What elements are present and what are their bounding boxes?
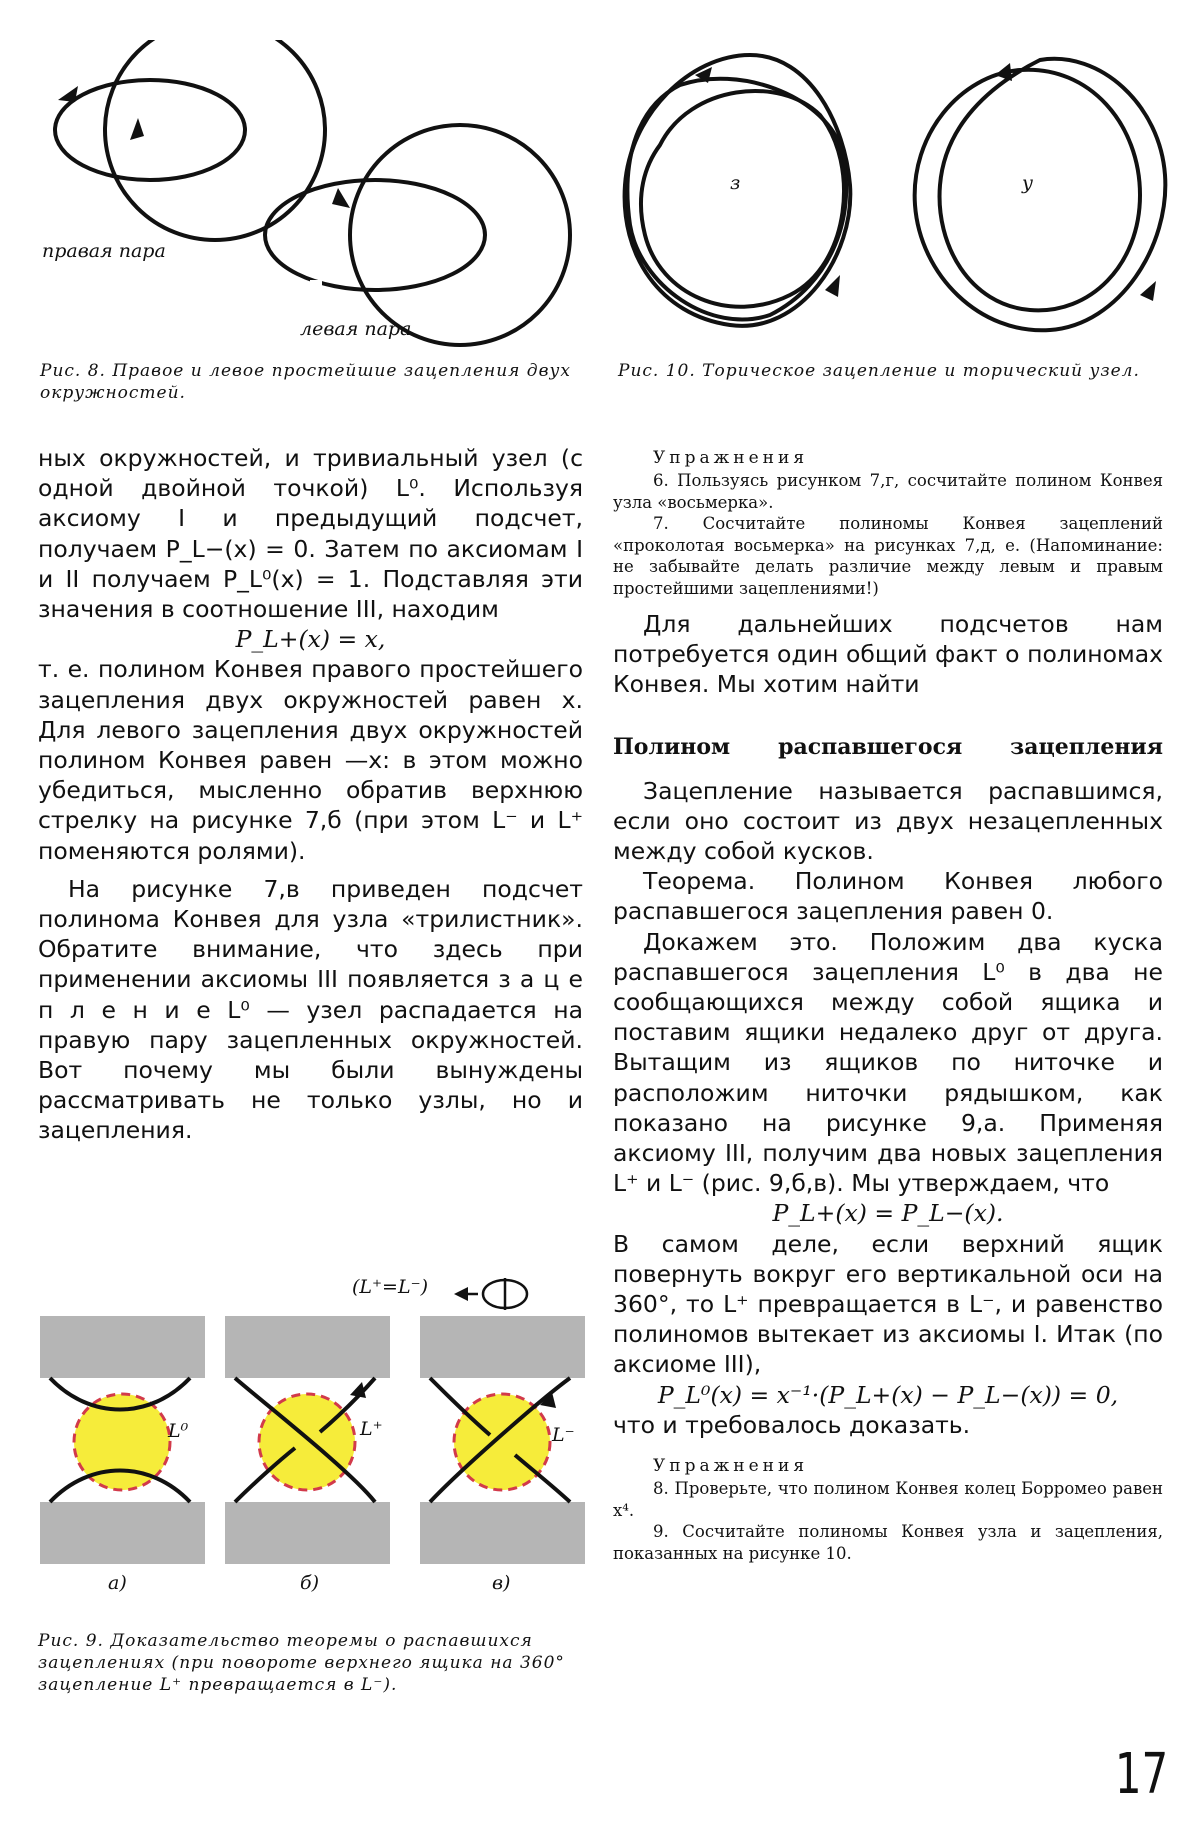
page-number: 17 [1114,1742,1168,1807]
figure-8-diagram [20,40,600,350]
arrow-icon [1140,281,1156,301]
disk-c [454,1394,550,1490]
box-bottom-c [420,1502,585,1564]
arrow-icon [825,275,840,297]
right-pair-circle [105,40,325,240]
paragraph: что и требовалось доказать. [613,1410,971,1439]
exercise-6: 6. Пользуясь рисунком 7,г, сосчитайте полином Конвея узла «восьмерка». [613,471,1163,512]
torus-link-curve-3 [641,91,844,307]
left-pair-circle [350,125,570,345]
arrow-icon [454,1287,468,1301]
right-pair-ellipse [55,80,245,180]
fig9-sub-a: а) [108,1572,127,1594]
arrow-icon [350,1382,366,1398]
fig9-label-a: L⁰ [168,1420,189,1442]
arrow-icon [130,118,144,140]
figure-9-caption: Рис. 9. Доказательство теоремы о распавшихся зацеплениях (при повороте верхнего ящика на 360° зацепление L⁺ превращается в L⁻). [38,1631,565,1695]
exercise-8: 8. Проверьте, что полином Конвея колец Борромео равен x⁴. [613,1479,1163,1520]
theorem: Теорема. Полином Конвея любого распавшегося зацепления равен 0. [613,867,1163,926]
exercise-9: 9. Сосчитайте полиномы Конвея узла и зацепления, показанных на рисунке 10. [613,1522,1163,1563]
paragraph: т. е. полином Конвея правого простейшего зацепления двух окружностей равен x. Для левого зацепления двух окружностей полином Конвея равен —x: в этом можно убедиться, мысленно обратив верхнюю стрелку на рисунке 7,б (при этом L⁻ и L⁺ поменяются ролями). [38,655,583,865]
paragraph: Для дальнейших подсчетов нам потребуется один общий факт о полиномах Конвея. Мы хотим найти [613,610,1163,699]
fig9-label-b: L⁺ [360,1418,383,1440]
figure-10-caption: Рис. 10. Торическое зацепление и торический узел. [618,361,1140,381]
exercises-heading: Упражнения [653,1456,809,1477]
label-torus-knot: у [1022,172,1034,194]
torus-link-curve-2 [627,79,846,320]
paragraph: Зацепление называется распавшимся, если оно состоит из двух незацепленных между собой кусков. [613,776,1163,866]
box-bottom-b [225,1502,390,1564]
formula: P_L⁰(x) = x⁻¹·(P_L+(x) − P_L−(x)) = 0, [657,1380,1119,1409]
exercises-heading: Упражнения [653,448,809,468]
box-bottom-a [40,1502,205,1564]
arrow-icon [58,86,78,102]
paragraph: Докажем это. Положим два куска распавшегося зацепления L⁰ в два не сообщающихся между собой ящика и поставим ящики недалеко друг от друга. Вытащим из ящиков по ниточке и расположим ниточки рядышком, как показано на рисунке 9,а. Применяя аксиому III, получим два новых зацепления L⁺ и L⁻ (рис. 9,б,в). Мы утверждаем, что [613,927,1163,1198]
paragraph: На рисунке 7,в приведен подсчет полинома Конвея для узла «трилистник». Обратите внимание, что здесь при применении аксиомы III появляется з а ц е п л е н и е L⁰ — узел распадается на правую пару зацепленных окружностей. Вот почему мы были вынуждены рассматривать не только узлы, но и зацепления. [38,874,583,1145]
paragraph: В самом деле, если верхний ящик повернуть вокруг его вертикальной оси на 360°, то L⁺ превращается в L⁻, и равенство полиномов вытекает из аксиомы I. Итак (по аксиоме III), [613,1229,1163,1379]
paragraph: ных окружностей, и тривиальный узел (с одной двойной точкой) L⁰. Используя аксиому I и предыдущий подсчет, получаем P_L−(x) = 0. Затем по аксиомам I и II получаем P_L⁰(x) = 1. Подставляя эти значения в соотношение III, находим [38,444,583,624]
right-column [613,448,1163,1564]
fig9-top-label: (L⁺=L⁻) [352,1276,429,1298]
box-top-c [420,1316,585,1378]
label-torus-link: з [730,172,741,194]
exercise-7: 7. Сосчитайте полиномы Конвея зацеплений «проколотая восьмерка» на рисунках 7,д, е. (Напоминание: не забывайте делать различие между левым и правым простейшими зацеплениями!) [613,514,1163,598]
formula: P_L+(x) = P_L−(x). [772,1199,1004,1228]
label-left-pair: левая пара [300,318,412,340]
box-top-b [225,1316,390,1378]
box-top-a [40,1316,205,1378]
left-pair-ellipse [265,180,485,290]
label-right-pair: правая пара [42,240,166,262]
arrow-icon [995,63,1012,81]
fig9-sub-c: в) [492,1572,511,1594]
formula: P_L+(x) = x, [235,625,386,654]
fig9-sub-b: б) [300,1572,320,1594]
left-column [38,443,583,1146]
torus-knot-curve [915,59,1166,330]
figure-8-caption: Рис. 8. Правое и левое простейшие зацепления двух окружностей. [40,361,571,403]
figure-10-diagram [600,35,1180,355]
figure-9-diagram [30,1270,595,1570]
arrow-icon [332,188,350,208]
section-title: Полином распавшегося зацепления [613,733,1163,760]
fig9-label-c: L⁻ [552,1424,575,1446]
